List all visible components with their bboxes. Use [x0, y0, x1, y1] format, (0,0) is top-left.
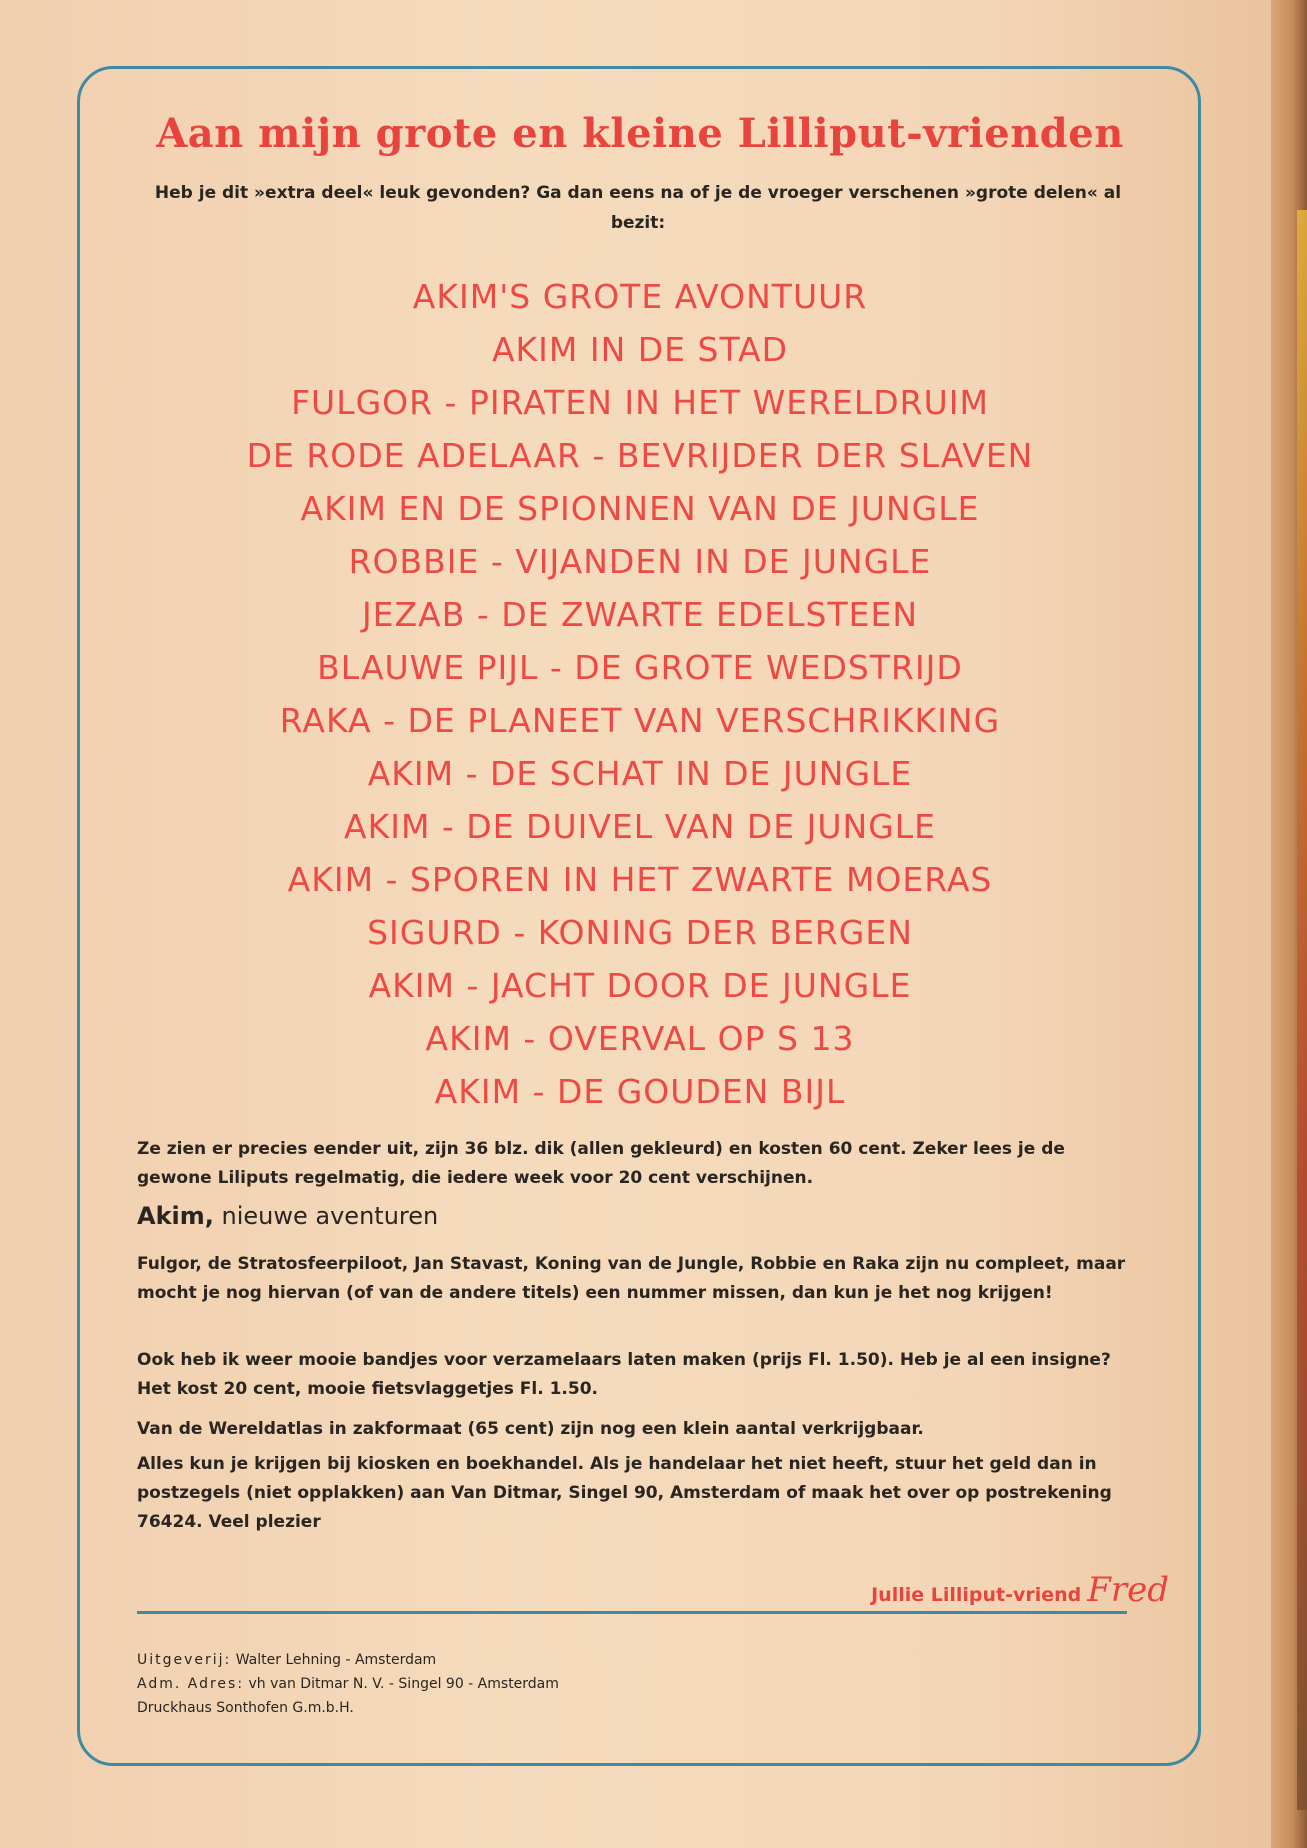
- title-item: JEZAB - DE ZWARTE EDELSTEEN: [361, 595, 919, 634]
- publisher-line: [137, 1648, 837, 1672]
- title-list: [110, 270, 1170, 1118]
- atlas-paragraph: Van de Wereldatlas in zakformaat (65 cent) zijn nog een klein aantal verkrijgbaar.: [137, 1419, 924, 1439]
- price-paragraph: Ze zien er precies eender uit, zijn 36 blz. dik (allen gekleurd) en kosten 60 cent. Zeker lees je de gewone Liliputs regelmatig, die iedere week voor 20 cent verschijnen.: [137, 1139, 1065, 1188]
- akim-name: Akim,: [137, 1202, 214, 1230]
- title-item: RAKA - DE PLANEET VAN VERSCHRIKKING: [279, 701, 1001, 740]
- complete-series-paragraph: Fulgor, de Stratosfeerpiloot, Jan Stavast, Koning van de Jungle, Robbie en Raka zijn nu compleet, maar mocht je nog hiervan (of van de andere titels) een nummer missen, dan kun je het nog krijgen!: [137, 1254, 1126, 1303]
- adjacent-page-edge: [1297, 210, 1307, 1810]
- publisher-value: Walter Lehning - Amsterdam: [231, 1652, 437, 1668]
- title-item: SIGURD - KONING DER BERGEN: [367, 913, 913, 952]
- signature: [871, 1570, 1169, 1610]
- akim-subheading: [137, 1202, 438, 1230]
- title-item: FULGOR - PIRATEN IN HET WERELDRUIM: [291, 383, 989, 422]
- address-label: Adm. Adres:: [137, 1676, 245, 1692]
- page-heading: Aan mijn grote en kleine Lilliput-vrienden: [156, 110, 1124, 157]
- title-item: AKIM EN DE SPIONNEN VAN DE JUNGLE: [300, 489, 980, 528]
- title-item: AKIM IN DE STAD: [491, 330, 789, 369]
- ordering-paragraph: Alles kun je krijgen bij kiosken en boekhandel. Als je handelaar het niet heeft, stuur het geld dan in postzegels (niet opplakken) aan Van Ditmar, Singel 90, Amsterdam of maak het over op postrekening 76424. Veel plezier: [137, 1454, 1112, 1532]
- publisher-label: Uitgeverij:: [137, 1652, 232, 1668]
- title-item: AKIM - JACHT DOOR DE JUNGLE: [368, 966, 912, 1005]
- title-item: BLAUWE PIJL - DE GROTE WEDSTRIJD: [317, 648, 963, 687]
- title-item: AKIM - DE GOUDEN BIJL: [434, 1072, 846, 1111]
- signature-name: Fred: [1087, 1570, 1169, 1610]
- title-item: AKIM'S GROTE AVONTUUR: [412, 277, 868, 316]
- printer-line: Druckhaus Sonthofen G.m.b.H.: [137, 1700, 354, 1716]
- address-value: vh van Ditmar N. V. - Singel 90 - Amsterdam: [244, 1676, 559, 1692]
- akim-subtitle: nieuwe aventuren: [213, 1202, 439, 1230]
- footer-divider: [137, 1611, 1127, 1614]
- title-item: AKIM - DE SCHAT IN DE JUNGLE: [367, 754, 913, 793]
- title-item: ROBBIE - VIJANDEN IN DE JUNGLE: [348, 542, 932, 581]
- binders-paragraph: Ook heb ik weer mooie bandjes voor verzamelaars laten maken (prijs Fl. 1.50). Heb je al een insigne? Het kost 20 cent, mooie fietsvlaggetjes Fl. 1.50.: [137, 1350, 1111, 1399]
- signature-label: Jullie Lilliput-vriend: [871, 1584, 1082, 1606]
- intro-text: Heb je dit »extra deel« leuk gevonden? Ga dan eens na of je de vroeger verschenen »grote delen« al bezit:: [154, 183, 1122, 233]
- address-line: [137, 1672, 837, 1696]
- title-item: AKIM - DE DUIVEL VAN DE JUNGLE: [344, 807, 936, 846]
- title-item: AKIM - SPOREN IN HET ZWARTE MOERAS: [287, 860, 993, 899]
- title-item: DE RODE ADELAAR - BEVRIJDER DER SLAVEN: [246, 436, 1034, 475]
- imprint: [137, 1648, 837, 1720]
- title-item: AKIM - OVERVAL OP S 13: [425, 1019, 855, 1058]
